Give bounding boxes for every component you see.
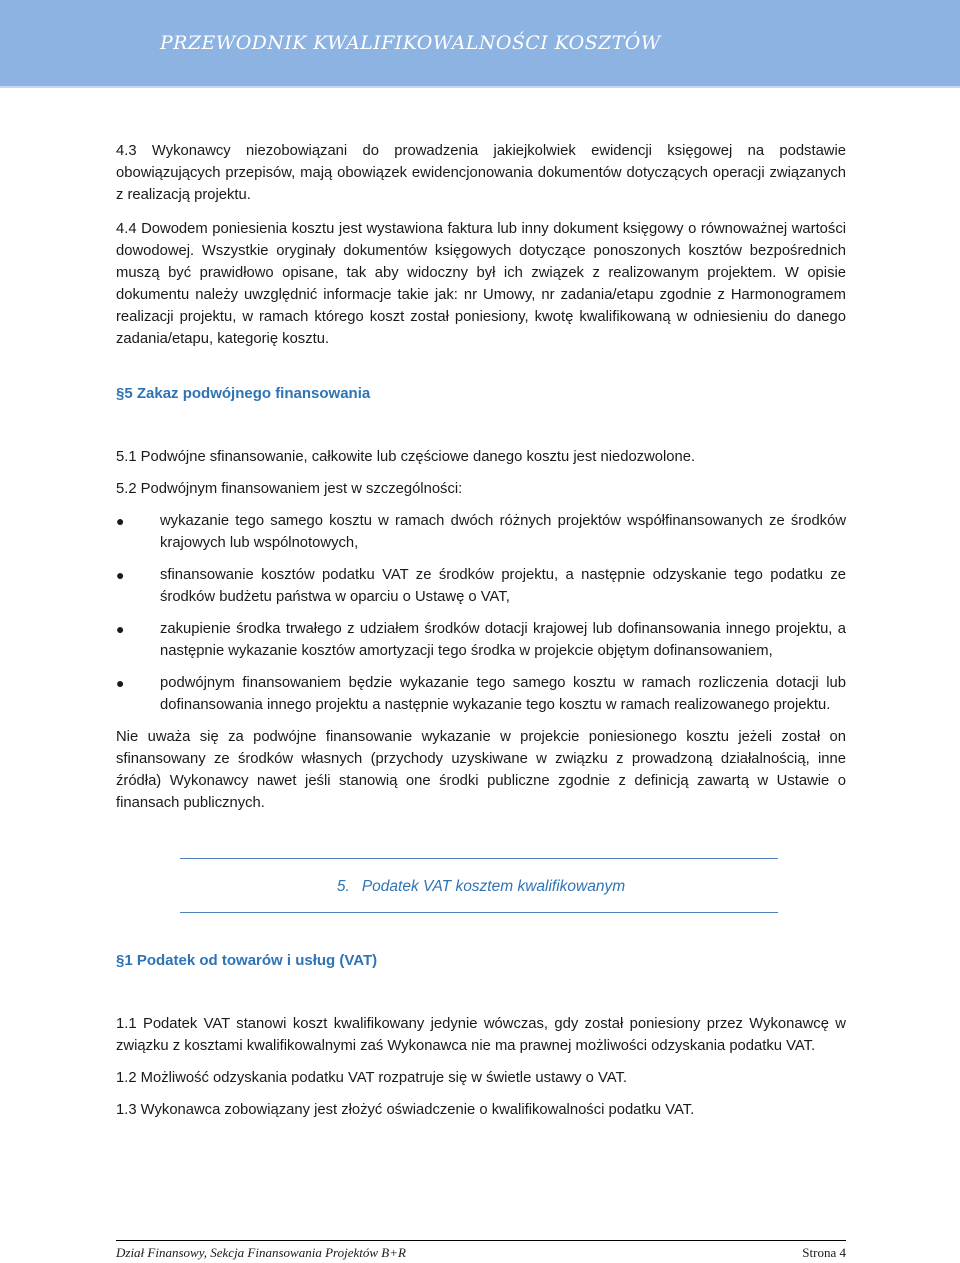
list-item: ● podwójnym finansowaniem będzie wykazanie tego samego kosztu w ramach rozliczenia dotacji lub dofinansowania innego projektu a następnie wykazanie tego kosztu w ramach realizowanego projektu.: [116, 672, 846, 716]
paragraph-5-2: 5.2 Podwójnym finansowaniem jest w szczególności:: [116, 481, 463, 497]
bullet-icon: ●: [116, 513, 125, 529]
bullet-icon: ●: [116, 675, 125, 691]
page-number: Strona 4: [802, 1245, 846, 1260]
chapter-divider-bottom: [180, 912, 778, 913]
list-item: ● sfinansowanie kosztów podatku VAT ze środków projektu, a następnie odzyskanie tego podatku ze środków budżetu państwa w oparciu o Ustawę o VAT,: [116, 564, 846, 608]
paragraph-1-3: 1.3 Wykonawca zobowiązany jest złożyć oświadczenie o kwalifikowalności podatku VAT.: [116, 1102, 695, 1118]
chapter-5-title-text: Podatek VAT kosztem kwalifikowanym: [361, 878, 626, 895]
double-financing-list: [116, 510, 846, 716]
header-band: [0, 0, 960, 88]
chapter-divider-top: [180, 858, 778, 859]
paragraph-1-2: 1.2 Możliwość odzyskania podatku VAT rozpatruje się w świetle ustawy o VAT.: [116, 1070, 627, 1086]
section-vat-heading: §1 Podatek od towarów i usług (VAT): [116, 952, 378, 969]
paragraph-4-3: 4.3 Wykonawcy niezobowiązani do prowadzenia jakiejkolwiek ewidencji księgowej na podstawie obowiązujących przepisów, mają obowiązek ewidencjonowania dokumentów dotyczących operacji związanych z realizacją projektu.: [116, 143, 846, 203]
section-5-heading: §5 Zakaz podwójnego finansowania: [116, 385, 371, 402]
chapter-5-heading: [116, 858, 846, 924]
chapter-5-number: 5.: [336, 878, 350, 895]
list-item: ● wykazanie tego samego kosztu w ramach dwóch różnych projektów współfinansowanych ze środków krajowych lub wspólnotowych,: [116, 510, 846, 554]
bullet-icon: ●: [116, 621, 125, 637]
chapter-5-title: [116, 876, 846, 898]
paragraph-5-1: 5.1 Podwójne sfinansowanie, całkowite lub częściowe danego kosztu jest niedozwolone.: [116, 449, 696, 465]
paragraph-not-double-financing: Nie uważa się za podwójne finansowanie wykazanie w projekcie poniesionego kosztu jeżeli został on sfinansowany ze środków własnych (przychody uzyskiwane w związku z prowadzoną działalnością, inne źródła) Wykonawcy nawet jeśli stanowią one środki publiczne zgodnie z definicją zawartą w Ustawie o finansach publicznych.: [116, 729, 846, 811]
paragraph-4-4: 4.4 Dowodem poniesienia kosztu jest wystawiona faktura lub inny dokument księgowy o równoważnej wartości dowodowej. Wszystkie oryginały dokumentów księgowych dotyczące ponoszonych kosztów bezpośrednich muszą być prawidłowo opisane, tak aby widoczny był ich związek z realizowanym projektem. W opisie dokumentu należy uwzględnić informacje takie jak: nr Umowy, nr zadania/etapu zgodnie z Harmonogramem realizacji projektu, w ramach którego koszt został poniesiony, kwotę kwalifikowaną w odniesieniu do danego zadania/etapu, kategorię kosztu.: [116, 221, 846, 347]
list-item: ● zakupienie środka trwałego z udziałem środków dotacji krajowej lub dofinansowania innego projektu, a następnie wykazanie kosztów amortyzacji tego środka w projekcie objętym dofinansowaniem,: [116, 618, 846, 662]
document-body: [116, 140, 846, 1121]
bullet-icon: ●: [116, 567, 125, 583]
header-title: PRZEWODNIK KWALIFIKOWALNOŚCI KOSZTÓW: [160, 32, 661, 54]
footer-department: Dział Finansowy, Sekcja Finansowania Projektów B+R: [116, 1245, 406, 1260]
paragraph-1-1: 1.1 Podatek VAT stanowi koszt kwalifikowany jedynie wówczas, gdy został poniesiony przez Wykonawcę w związku z kosztami kwalifikowalnymi zaś Wykonawca nie ma prawnej możliwości odzyskania podatku VAT.: [116, 1016, 846, 1054]
page-footer: [116, 1240, 846, 1261]
